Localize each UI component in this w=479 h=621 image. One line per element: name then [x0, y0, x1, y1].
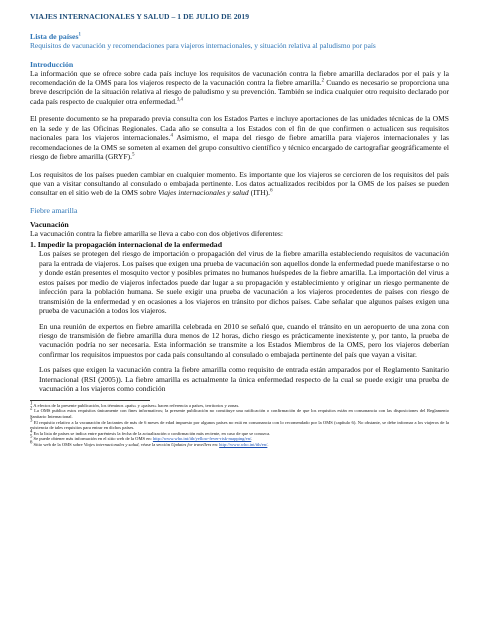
- footnotes: [30, 403, 449, 448]
- footnote-6-link[interactable]: http://www.who.int/ith/en/: [219, 441, 268, 447]
- footnote-divider: [30, 400, 150, 401]
- footnote-2: $^2$ La OMS publica estos requisitos únicamente con fines informativos; la presente publicación no constituye una ratificación o confirmación de que los requisitos están en consonancia con las disposiciones del Reglamento Sanitario Internacional.: [30, 406, 449, 419]
- vaccination-heading: Vacunación: [30, 219, 69, 229]
- list-title: Lista de países$^1$: [30, 32, 81, 41]
- item1-paragraph-3: Los países que exigen la vacunación contra la fiebre amarilla como requisito de entrada están amparados por el Reglamento Sanitario Internacional (RSI (2005)). La fiebre amarilla es actualmente la única enfermedad respecto de la cual se puede exigir una prueba de vacunación a los viajeros como condición: [39, 365, 449, 394]
- intro-heading: Introducción: [30, 59, 74, 69]
- footnote-ref: 1: [78, 32, 81, 38]
- numbered-heading-1: 1. Impedir la propagación internacional de la enfermedad: [30, 240, 223, 250]
- footnote-3: $^3$ El requisito relativo a la vacunación de lactantes de más de 6 meses de edad impuesto por algunos países no está en consonancia con lo recomendado por la OMS (capítulo 6). No obstante, se debe informar a los viajeros de la existencia de tales requisitos para entrar en dichos países.: [30, 418, 449, 431]
- list-subtitle: Requisitos de vacunación y recomendaciones para viajeros internacionales, y situación relativa al paludismo por país: [30, 41, 376, 50]
- footnote-5: $^5$ Se puede obtener más información en el sitio web de la OMS en: http://www.who.int/ith/yellow-fever-risk-mapping/en/.: [30, 434, 253, 442]
- intro-paragraph-3: Los requisitos de los países pueden cambiar en cualquier momento. Es importante que los viajeros se cercioren de los requisitos del país que van a visitar consultando al consulado o embajada pertinente. Los datos actualizados recibidos por la OMS de los países se pueden consultar en el sitio web de la OMS sobre Viajes internacionales y salud (ITH).$^6$: [30, 169, 449, 198]
- footnote-6: $^6$ Sitio web de la OMS sobre Viajes internacionales y salud, véase la sección Updates for travellers en: http://www.who.int/ith/en/.: [30, 440, 269, 447]
- footnote-4: $^4$ En la lista de países se indica entre paréntesis la fecha de la actualización o confirmación más reciente, en caso de que se conozca.: [30, 429, 271, 436]
- intro-paragraph-1: La información que se ofrece sobre cada país incluye los requisitos de vacunación contra la fiebre amarilla declarados por el país y la recomendación de la OMS para los viajeros respecto de la vacunación contra la fiebre amarilla.$^2$ Cuando es necesario se proporciona una breve descripción de la situación relativa al riesgo de paludismo y su prevención. También se indica cualquier otro requisito declarado por cada país respecto de cualquier otra enfermedad.$^{3,4}$: [30, 68, 449, 106]
- vaccination-text: La vacunación contra la fiebre amarilla se lleva a cabo con dos objetivos diferentes:: [30, 228, 283, 238]
- item1-paragraph-2: En una reunión de expertos en fiebre amarilla celebrada en 2010 se señaló que, cuando el tránsito en un aeropuerto de una zona con riesgo de transmisión de fiebre amarilla dura menos de 12 horas, dicho riesgo es prácticamente inexistente y, por tanto, la prueba de vacunación podría no ser necesaria. Esta información se transmite a los Estados Miembros de la OMS, pero los viajeros deberían confirmar los requisitos impuestos por cada país consultando al consulado o embajada pertinente del país que vayan a visitar.: [39, 321, 449, 359]
- footnote-5-link[interactable]: http://www.who.int/ith/yellow-fever-risk-mapping/en/: [152, 436, 252, 442]
- intro-paragraph-2: El presente documento se ha preparado previa consulta con los Estados Partes e incluye aportaciones de las unidades técnicas de la OMS en la sede y de las Oficinas Regionales. Cada año se consulta a los Estados con el fin de que confirmen o actualicen sus requisitos nacionales para los viajeros internacionales.$^4$ Asimismo, el mapa del riesgo de fiebre amarilla para viajeros internacionales y las recomendaciones de la OMS se someten al examen del grupo consultivo científico y técnico encargado de cartografiar geográficamente el riesgo de fiebre amarilla (GRYF).$^5$: [30, 114, 449, 162]
- footnote-1: $^1$ A efectos de la presente publicación, los términos «país» y «países» hacen referencia a países, territorios y zonas.: [30, 401, 240, 408]
- item1-paragraph-1: Los países se protegen del riesgo de importación o propagación del virus de la fiebre amarilla estableciendo requisitos de vacunación para la entrada de viajeros. Los países que exigen una prueba de vacunación son aquellos donde la enfermedad puede manifestarse o no y donde están presentes el mosquito vector y posibles primates no humanos huéspedes de la fiebre amarilla. La importación del virus a estos países por medio de viajeros infectados puede dar lugar a su propagación y establecimiento y originar un riesgo permanente de infección para la población humana. Se suele exigir una prueba de vacunación a los viajeros procedentes de países con riesgo de transmisión de la enfermedad y en ocasiones a los viajeros en tránsito por dichos países. Cabe señalar que algunos países exigen una prueba de vacunación a todos los viajeros.: [39, 249, 449, 316]
- section-heading-yellow-fever: Fiebre amarilla: [30, 205, 78, 215]
- page-header: VIAJES INTERNACIONALES Y SALUD – 1 DE JULIO DE 2019: [30, 12, 250, 21]
